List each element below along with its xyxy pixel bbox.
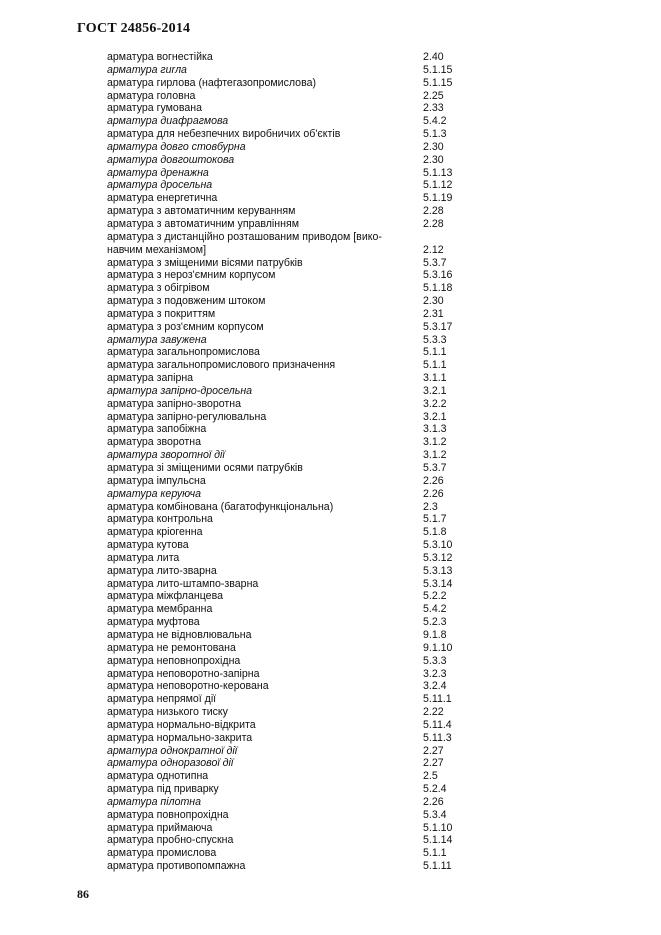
index-entry-reference: 2.12 [423, 243, 444, 256]
index-entry-term: арматура зворотна [107, 436, 202, 449]
index-entry-term: арматура нормально-закрита [107, 731, 253, 744]
index-entry-reference: 5.11.4 [423, 718, 452, 731]
index-entry [107, 501, 487, 514]
index-entry-reference: 5.1.3 [423, 128, 447, 141]
index-entry-term: арматура комбінована (багатофункціональна) [107, 500, 334, 513]
index-entry-term: арматура кріогенна [107, 526, 203, 539]
index-entry-reference: 5.4.2 [423, 115, 447, 128]
index-entry-reference: 5.1.15 [423, 76, 453, 89]
index-entry-term: арматура дросельна [107, 179, 213, 192]
index-entry-term: арматура лита [107, 551, 180, 564]
index-entry-term: арматура однократної дії [107, 744, 238, 757]
index-entry-term: арматура контрольна [107, 513, 213, 526]
index-entry-reference: 2.30 [423, 295, 444, 308]
index-entry-reference: 2.25 [423, 89, 444, 102]
index-entry-term: арматура під приварку [107, 783, 219, 796]
index-entry-term: арматура неповоротно-запірна [107, 667, 260, 680]
index-entry-reference: 3.1.2 [423, 449, 447, 462]
index-entry-reference: 2.26 [423, 474, 444, 487]
index-entry-reference: 3.2.2 [423, 397, 447, 410]
index-entry [107, 526, 487, 539]
index-entry-term: арматура пілотна [107, 795, 202, 808]
index-entry [107, 860, 487, 873]
index-entry-reference: 2.31 [423, 307, 444, 320]
index-entry-reference: 5.3.16 [423, 269, 453, 282]
index-entry-term: арматура енергетична [107, 192, 218, 205]
index-entry-reference: 5.1.1 [423, 346, 447, 359]
index-entry [107, 346, 487, 359]
index-entry [107, 128, 487, 141]
index-entry [107, 616, 487, 629]
index-entry-reference: 2.30 [423, 140, 444, 153]
index-entry [107, 167, 487, 180]
index-entry-term: арматура противопомпажна [107, 860, 246, 873]
index-entry-reference: 5.11.1 [423, 693, 452, 706]
index-entry-reference: 5.1.13 [423, 166, 453, 179]
index-entry [107, 154, 487, 167]
index-entry [107, 847, 487, 860]
index-entry-term: арматура кутова [107, 539, 189, 552]
index-entry [107, 796, 487, 809]
index-entry [107, 488, 487, 501]
index-entry-term: арматура з покриттям [107, 307, 216, 320]
index-entry-term: арматура загальнопромислового призначення [107, 359, 336, 372]
index-entry-term: арматура гиrла [107, 63, 187, 76]
index-entry [107, 398, 487, 411]
index-entry [107, 51, 487, 64]
index-entry-term: арматура повнопрохідна [107, 808, 229, 821]
index-entry [107, 745, 487, 758]
index-entry-term: арматура низького тиску [107, 706, 228, 719]
index-entry [107, 179, 487, 192]
index-entry-reference: 5.1.1 [423, 359, 447, 372]
index-entry [107, 372, 487, 385]
index-entry [107, 205, 487, 218]
index-entry-term: арматура міжфланцева [107, 590, 223, 603]
index-entry-reference: 5.1.1 [423, 847, 447, 860]
index-entry-term: арматура пробно-спускна [107, 834, 234, 847]
index-entry-reference: 5.3.4 [423, 808, 447, 821]
index-entry-reference: 5.2.3 [423, 616, 447, 629]
index-entry-reference: 5.4.2 [423, 603, 447, 616]
index-entry-term: арматура муфтова [107, 616, 200, 629]
index-entry [107, 423, 487, 436]
index-entry [107, 141, 487, 154]
index-entry-reference: 5.1.19 [423, 192, 453, 205]
index-entry-term: навчим механізмом] [107, 243, 207, 256]
index-entry-reference: 5.3.7 [423, 462, 447, 474]
index-entry [107, 809, 487, 822]
index-entries-list [107, 51, 487, 873]
index-entry-term: арматура дренажна [107, 166, 209, 179]
index-entry-reference: 2.27 [423, 757, 444, 770]
index-entry-term: арматура завужена [107, 333, 207, 346]
index-entry-term: арматура зі зміщеними осями патрубків [107, 462, 303, 474]
index-entry-term: арматура вогнестійка [107, 51, 213, 63]
index-entry-term: арматура керуюча [107, 487, 202, 500]
index-entry [107, 449, 487, 462]
index-entry-reference: 5.1.10 [423, 821, 453, 834]
index-entry [107, 552, 487, 565]
index-entry-term: арматура не ремонтована [107, 641, 236, 654]
index-entry-term: арматура однотипна [107, 770, 209, 783]
index-entry [107, 282, 487, 295]
index-entry-term: арматура промислова [107, 847, 217, 860]
index-entry [107, 462, 487, 475]
index-entry [107, 115, 487, 128]
index-entry [107, 475, 487, 488]
index-entry-term: арматура зворотної дії [107, 449, 225, 462]
index-entry [107, 77, 487, 90]
index-entry [107, 655, 487, 668]
index-entry-reference: 2.30 [423, 153, 444, 166]
page-number: 86 [77, 887, 89, 901]
index-entry-reference: 9.1.8 [423, 628, 447, 641]
index-entry-reference: 3.1.1 [423, 372, 447, 385]
index-entry-term: арматура головна [107, 89, 196, 102]
index-entry [107, 269, 487, 282]
index-entry [107, 513, 487, 526]
index-entry-term: арматура одноразової дії [107, 757, 234, 770]
index-entry-term: арматура з роз'ємним корпусом [107, 320, 264, 333]
index-entry-reference: 2.33 [423, 102, 444, 115]
index-entry [107, 244, 487, 257]
index-entry-reference: 5.3.3 [423, 654, 447, 667]
index-entry [107, 693, 487, 706]
index-entry-reference: 5.3.3 [423, 333, 447, 346]
document-header: ГОСТ 24856-2014 [77, 21, 191, 36]
index-entry-reference: 5.1.14 [423, 834, 453, 847]
index-entry [107, 218, 487, 231]
index-entry-reference: 5.1.7 [423, 513, 447, 526]
index-entry-reference: 2.3 [423, 500, 438, 513]
index-entry [107, 590, 487, 603]
index-entry-reference: 3.2.1 [423, 384, 447, 397]
index-entry [107, 539, 487, 552]
index-entry-term: арматура неповнопрохідна [107, 654, 241, 667]
index-entry [107, 321, 487, 334]
index-entry-reference: 2.28 [423, 205, 444, 218]
index-entry-term: арматура гирлова (нафтегазопромислова) [107, 76, 316, 89]
index-entry-reference: 2.22 [423, 706, 444, 719]
index-entry [107, 565, 487, 578]
index-entry [107, 834, 487, 847]
index-entry [107, 770, 487, 783]
index-entry-reference: 3.2.3 [423, 667, 447, 680]
index-entry-reference: 3.1.3 [423, 423, 447, 436]
index-entry [107, 295, 487, 308]
index-entry-reference: 5.2.2 [423, 590, 447, 603]
index-entry [107, 642, 487, 655]
index-entry [107, 257, 487, 270]
index-entry-term: арматура мембранна [107, 603, 213, 616]
index-entry [107, 680, 487, 693]
index-entry-reference: 9.1.10 [423, 641, 453, 654]
index-entry [107, 706, 487, 719]
index-entry [107, 436, 487, 449]
index-entry-reference: 5.2.4 [423, 783, 447, 796]
index-entry-term: арматура неповоротно-керована [107, 680, 269, 693]
index-entry [107, 411, 487, 424]
index-entry-term: арматура нормально-відкрита [107, 718, 256, 731]
index-entry-term: арматура з обігрівом [107, 282, 210, 295]
index-entry-reference: 5.3.7 [423, 256, 447, 269]
index-entry-reference: 5.1.18 [423, 282, 453, 295]
index-entry-reference: 5.3.14 [423, 577, 453, 590]
index-entry-term: арматура з зміщеними вісями патрубків [107, 256, 303, 269]
index-entry-reference: 5.1.15 [423, 63, 453, 76]
index-entry-term: арматура з автоматичним керуванням [107, 205, 296, 218]
index-entry-term: арматура гумована [107, 102, 202, 115]
index-entry-term: арматура запобіжна [107, 423, 207, 436]
index-entry [107, 385, 487, 398]
index-entry [107, 783, 487, 796]
index-entry-reference: 2.40 [423, 51, 444, 63]
index-entry-term: арматура запірна [107, 372, 194, 385]
index-entry-reference: 5.1.11 [423, 860, 452, 873]
index-entry-term: арматура загальнопромислова [107, 346, 260, 359]
index-entry-term: арматура з автоматичним управлінням [107, 217, 299, 230]
index-entry [107, 64, 487, 77]
index-entry-term: арматура з подовженим штоком [107, 295, 266, 308]
index-entry [107, 359, 487, 372]
index-entry-reference: 5.11.3 [423, 731, 452, 744]
index-entry-term: арматура для небезпечних виробничих об'єктів [107, 128, 341, 141]
index-entry [107, 90, 487, 103]
index-entry [107, 231, 487, 244]
index-entry [107, 308, 487, 321]
index-entry [107, 732, 487, 745]
index-entry-term: арматура імпульсна [107, 474, 206, 487]
index-entry-reference: 2.27 [423, 744, 444, 757]
index-entry-reference: 5.3.17 [423, 320, 453, 333]
index-entry-reference: 5.3.13 [423, 564, 453, 577]
index-entry [107, 629, 487, 642]
index-entry-term: арматура не відновлювальна [107, 628, 252, 641]
index-entry-reference: 2.26 [423, 795, 444, 808]
index-entry [107, 668, 487, 681]
index-entry-term: арматура з нероз'ємним корпусом [107, 269, 276, 282]
index-entry [107, 102, 487, 115]
index-entry [107, 578, 487, 591]
index-entry-term: арматура довгоштокова [107, 153, 235, 166]
index-entry-reference: 3.2.1 [423, 410, 447, 423]
index-entry-term: арматура лито-зварна [107, 564, 217, 577]
index-entry-term: арматура непрямої дії [107, 693, 217, 706]
index-entry-term: арматура запірно-зворотна [107, 397, 242, 410]
index-entry [107, 603, 487, 616]
index-entry [107, 757, 487, 770]
index-entry-term: арматура довго стовбурна [107, 140, 246, 153]
index-entry-term: арматура диафрагмова [107, 115, 229, 128]
index-entry [107, 822, 487, 835]
index-entry-term: арматура приймаюча [107, 821, 213, 834]
index-entry-reference: 3.1.2 [423, 436, 447, 449]
index-entry [107, 334, 487, 347]
index-entry-term: арматура запірно-регулювальна [107, 410, 267, 423]
index-entry-reference: 2.28 [423, 217, 444, 230]
index-entry-reference: 5.3.10 [423, 539, 453, 552]
index-entry-reference: 3.2.4 [423, 680, 447, 693]
index-entry [107, 719, 487, 732]
index-entry-reference: 2.26 [423, 487, 444, 500]
index-entry-reference: 5.1.12 [423, 179, 453, 192]
index-entry-term: арматура запірно-дросельна [107, 384, 253, 397]
index-entry-reference: 2.5 [423, 770, 438, 783]
index-entry-term: арматура лито-штампо-зварна [107, 577, 259, 590]
index-entry-term: арматура з дистанційно розташованим приводом [вико- [107, 230, 382, 243]
index-entry [107, 192, 487, 205]
index-entry-reference: 5.1.8 [423, 526, 447, 539]
index-entry-reference: 5.3.12 [423, 551, 453, 564]
